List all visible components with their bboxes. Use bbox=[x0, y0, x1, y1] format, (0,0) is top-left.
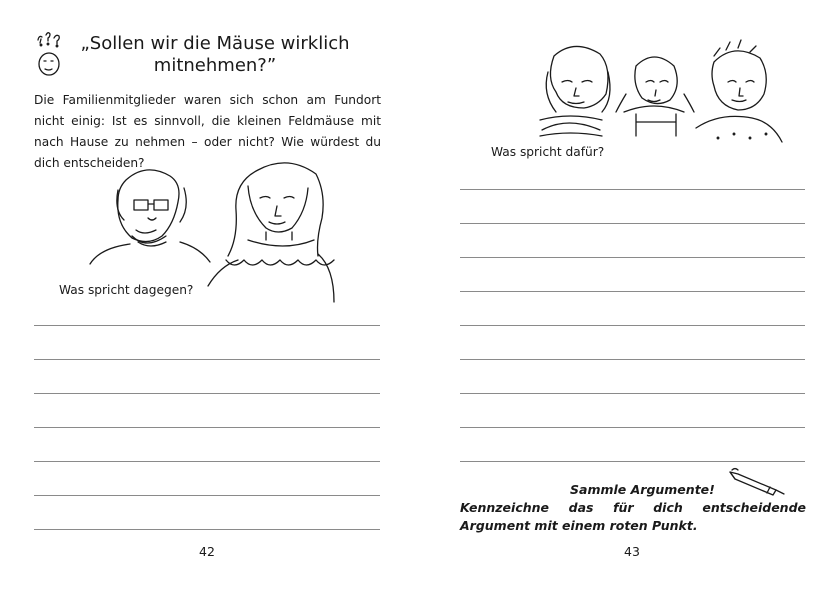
thinking-head-icon bbox=[32, 30, 68, 78]
answer-line bbox=[460, 461, 805, 462]
prompt-for: Was spricht dafür? bbox=[491, 145, 605, 159]
right-page bbox=[420, 0, 839, 595]
left-page bbox=[0, 0, 419, 595]
page-number: 43 bbox=[624, 544, 640, 559]
page-number: 42 bbox=[199, 544, 215, 559]
answer-line bbox=[34, 393, 380, 394]
pencil-icon bbox=[728, 466, 790, 496]
answer-line bbox=[460, 291, 805, 292]
answer-line bbox=[460, 189, 805, 190]
answer-line bbox=[34, 427, 380, 428]
answer-line bbox=[34, 325, 380, 326]
answer-line bbox=[460, 257, 805, 258]
page-title: „Sollen wir die Mäuse wirklich mitnehmen?” bbox=[80, 33, 350, 76]
prompt-against: Was spricht dagegen? bbox=[59, 283, 194, 297]
answer-line bbox=[34, 461, 380, 462]
hint-text: Kennzeichne das für dich entscheidende Argument mit einem roten Punkt. bbox=[460, 500, 806, 533]
answer-line bbox=[460, 223, 805, 224]
answer-line bbox=[34, 359, 380, 360]
answer-line bbox=[460, 359, 805, 360]
hint-title: Sammle Argumente! bbox=[570, 482, 715, 497]
answer-line bbox=[460, 393, 805, 394]
intro-text: Die Familienmitglieder waren sich schon am Fundort nicht einig: Ist es sinnvoll, die kleinen Feldmäuse mit nach Hause zu nehmen – oder nicht? Wie würdest du dich entscheiden? bbox=[34, 93, 381, 170]
answer-line bbox=[460, 325, 805, 326]
answer-line bbox=[460, 427, 805, 428]
answer-line bbox=[34, 529, 380, 530]
answer-line bbox=[34, 495, 380, 496]
children-illustration bbox=[538, 42, 788, 146]
